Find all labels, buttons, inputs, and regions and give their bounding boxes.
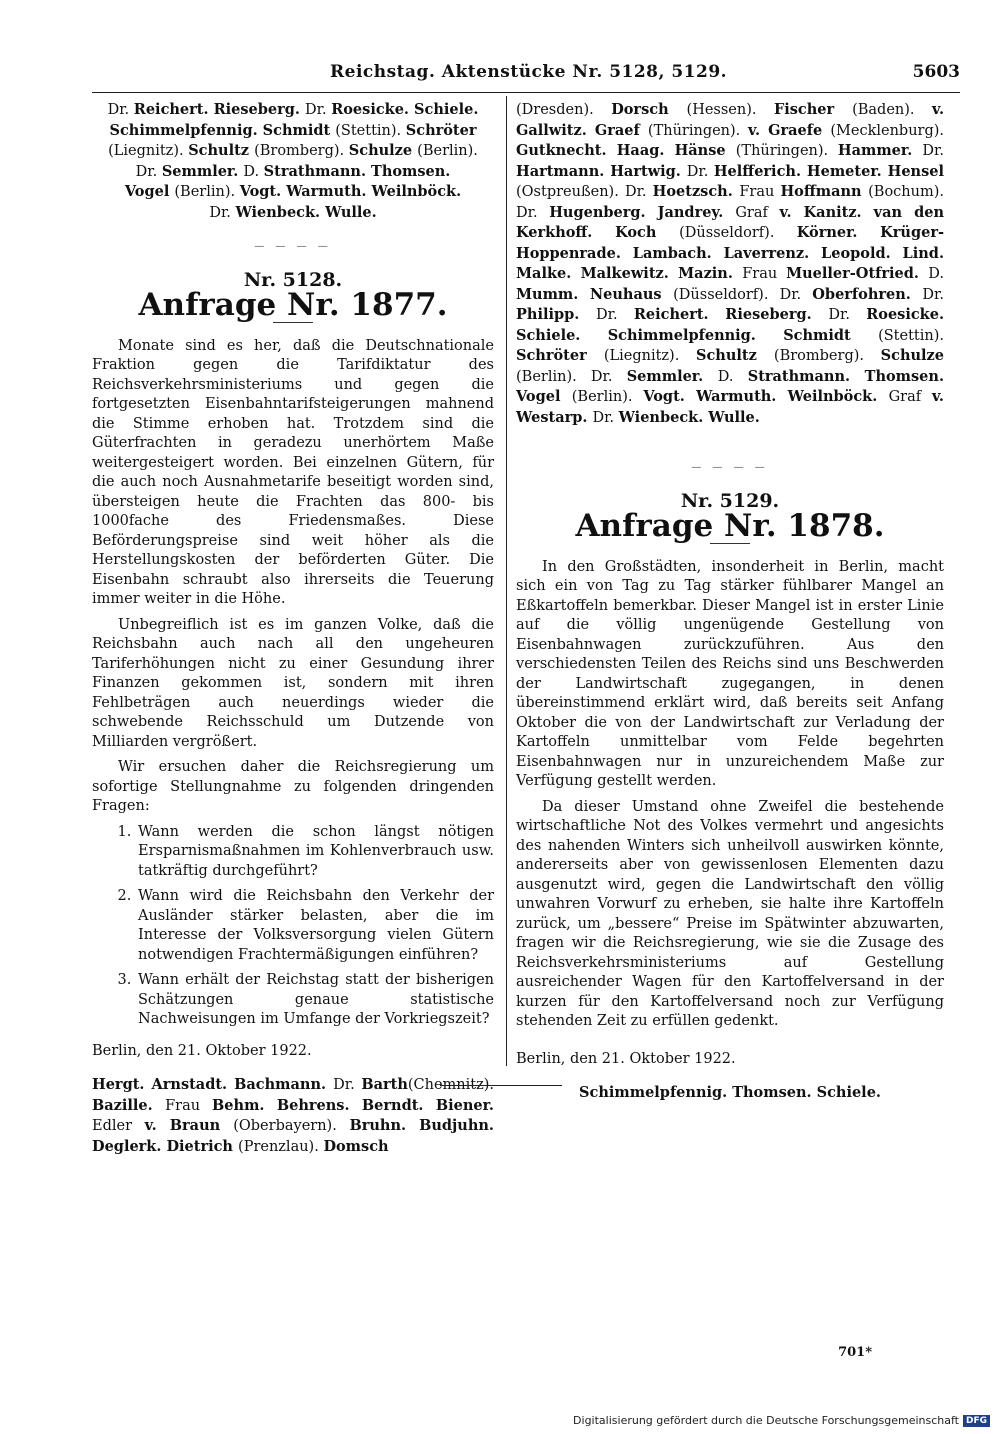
- date-line: Berlin, den 21. Oktober 1922.: [516, 1050, 736, 1067]
- member-name: v. Westarp.: [516, 388, 944, 426]
- member-name: Hergt. Arnstadt. Bachmann.: [92, 1076, 334, 1093]
- end-rule: [440, 1085, 562, 1086]
- name-qualifier: Dr.: [596, 307, 634, 323]
- name-qualifier: Frau: [742, 266, 787, 282]
- name-qualifier: (Oberbayern).: [233, 1118, 350, 1134]
- header-title: Reichstag. Aktenstücke Nr. 5128, 5129.: [330, 62, 728, 82]
- member-name: Wienbeck. Wulle.: [235, 203, 377, 221]
- sheet-mark: 701*: [838, 1345, 872, 1360]
- member-name: Hoetzsch.: [652, 183, 740, 200]
- name-qualifier: (Bromberg).: [254, 143, 349, 159]
- name-qualifier: (Berlin).: [516, 368, 591, 385]
- member-name: Hugenberg. Jandrey.: [549, 203, 736, 221]
- name-qualifier: (Berlin).: [417, 143, 478, 159]
- anfrage-title-1878: Anfrage Nr. 1878.: [575, 508, 885, 544]
- column-divider: [506, 96, 507, 1066]
- name-qualifier: Dr.: [779, 286, 813, 303]
- name-qualifier: (Stettin).: [335, 122, 406, 139]
- question-item: 1. Wann werden die schon längst nötigen Ersparnismaßnahmen im Kohlenverbrauch usw. tatkräftig durchgeführt?: [136, 823, 494, 882]
- member-name: Vogt. Warmuth. Weilnböck.: [643, 388, 889, 405]
- member-name: Vogt. Warmuth. Weilnböck.: [239, 183, 462, 200]
- name-qualifier: (Berlin).: [571, 389, 644, 405]
- signers-list-continued: [516, 100, 944, 428]
- aktenstueck-number-5129: Nr. 5129.: [680, 489, 780, 512]
- member-name: Schultz: [188, 142, 255, 159]
- name-qualifier: (Düsseldorf).: [679, 225, 797, 241]
- name-qualifier: (Hessen).: [686, 102, 774, 118]
- paragraph: Wir ersuchen daher die Reichsregierung um sofortige Stellungnahme zu folgenden dringenden Fragen:: [92, 759, 494, 814]
- member-name: Domsch: [323, 1137, 389, 1155]
- member-name: Gutknecht. Haag. Hänse: [516, 142, 736, 159]
- member-name: Philipp.: [516, 306, 596, 323]
- member-name: Mueller-Otfried.: [786, 265, 929, 282]
- member-name: v. Gallwitz. Graef: [516, 101, 945, 139]
- member-name: Schulze: [880, 347, 945, 364]
- name-qualifier: Frau: [165, 1097, 213, 1114]
- question-list: [92, 823, 494, 1030]
- name-qualifier: Dr.: [209, 204, 236, 221]
- dfg-logo-icon: DFG: [963, 1415, 990, 1427]
- member-name: Fischer: [773, 101, 853, 118]
- member-name: v. Graefe: [747, 121, 831, 139]
- name-qualifier: (Thüringen).: [647, 122, 748, 139]
- names-line: [92, 203, 494, 224]
- header-rule: [92, 92, 960, 93]
- signers-list: [92, 1075, 494, 1157]
- member-name: Mumm. Neuhaus: [516, 285, 674, 303]
- final-signers: Schimmelpfennig. Thomsen. Schiele.: [579, 1084, 881, 1101]
- name-qualifier: (Liegnitz).: [603, 348, 696, 364]
- name-qualifier: Dr.: [922, 286, 944, 303]
- name-qualifier: (Bromberg).: [773, 348, 881, 364]
- date-line: Berlin, den 21. Oktober 1922.: [92, 1042, 312, 1059]
- page-number: 5603: [912, 62, 960, 82]
- name-qualifier: Graf: [735, 204, 780, 221]
- member-name: Semmler.: [626, 367, 718, 385]
- names-line: [92, 182, 494, 203]
- digitization-footer: [573, 1414, 990, 1427]
- member-name: Hartmann. Hartwig.: [516, 162, 687, 180]
- name-qualifier: Dr.: [305, 102, 332, 118]
- member-name: Schimmelpfennig. Schmidt: [109, 121, 336, 139]
- member-name: Wienbeck. Wulle.: [618, 408, 760, 426]
- name-qualifier: Dr.: [516, 204, 550, 221]
- aktenstueck-number-5128: Nr. 5128.: [243, 268, 343, 291]
- names-line: [92, 100, 494, 121]
- member-name: Dorsch: [611, 101, 687, 118]
- left-column: [92, 100, 494, 1157]
- name-qualifier: Dr.: [686, 163, 714, 180]
- name-qualifier: (Ostpreußen).: [516, 184, 625, 200]
- name-qualifier: (Chemnitz).: [407, 1077, 494, 1093]
- name-qualifier: (Berlin).: [174, 184, 240, 200]
- name-qualifier: (Thüringen).: [735, 143, 838, 159]
- member-name: Strathmann. Thomsen. Vogel: [516, 367, 944, 405]
- anfrage-title-1877: Anfrage Nr. 1877.: [138, 287, 448, 323]
- member-name: Behm. Behrens. Berndt. Biener.: [212, 1096, 494, 1114]
- ornament-divider: — — — —: [254, 241, 332, 252]
- paragraph: Monate sind es her, daß die Deutschnationale Fraktion gegen die Tarifdiktatur des Reichsverkehrsministeriums und gegen die fortgesetzten Eisenbahntarifsteigerungen mahnend die Stimme erhoben hat. Trotzdem sind die Güterfrachten in geradezu unerhörtem Maße weitergesteigert worden. Bei einzelnen Gütern, für die auch noch Ausnahmetarife beseitigt worden sind, übersteigen heute die Frachten das 800- bis 1000fache des Friedensmaßes. Diese Beförderungspreise sind weit höher als die Herstellungskosten der beförderten Güter. Die Eisenbahn schraubt also ihrerseits die Teuerung immer weiter in die Höhe.: [92, 337, 494, 607]
- name-qualifier: (Stettin).: [878, 327, 944, 344]
- left-top-names: [92, 100, 494, 223]
- name-qualifier: Dr.: [333, 1077, 362, 1093]
- name-qualifier: Graf: [888, 389, 932, 405]
- name-qualifier: Dr.: [828, 307, 867, 323]
- footer-text: Digitalisierung gefördert durch die Deutsche Forschungsgemeinschaft: [573, 1414, 959, 1427]
- member-name: Körner. Krüger-Hoppenrade. Lambach. Laverrenz. Leopold. Lind. Malke. Malkewitz. Mazin.: [516, 224, 944, 282]
- member-name: Bazille.: [92, 1096, 166, 1114]
- names-line: [92, 141, 494, 162]
- name-qualifier: (Baden).: [852, 102, 932, 118]
- name-qualifier: (Bochum).: [868, 184, 944, 200]
- name-qualifier: Dr.: [590, 368, 627, 385]
- member-name: Schröter: [516, 347, 604, 364]
- right-column: [516, 100, 944, 1103]
- name-qualifier: (Prenzlau).: [238, 1138, 324, 1155]
- member-name: Vogel: [124, 183, 175, 200]
- member-name: Oberfohren.: [812, 285, 923, 303]
- name-qualifier: Dr.: [624, 184, 653, 200]
- member-name: Schultz: [695, 347, 774, 364]
- member-name: Reichert. Rieseberg.: [633, 306, 829, 323]
- name-qualifier: Dr.: [135, 163, 162, 180]
- name-qualifier: (Düsseldorf).: [673, 286, 780, 303]
- question-item: 3. Wann erhält der Reichstag statt der bisherigen Schätzungen genaue statistische Nachweisungen im Umfange der Vorkriegszeit?: [136, 971, 494, 1030]
- member-name: Roesicke. Schiele. Schimmelpfennig. Schmidt: [516, 306, 944, 344]
- paragraph: Da dieser Umstand ohne Zweifel die bestehende wirtschaftliche Not des Volkes vermehrt und angesichts des nahenden Winters sich unheilvoll auswirken könnte, andererseits aber von gewissenlosen Elementen dazu ausgenutzt wird, gegen die Landwirtschaft den völlig unwahren Vorwurf zu erheben, sie halte ihre Kartoffeln zurück, um „bessere“ Preise im Spätwinter abzuwarten, fragen wir die Reichsregierung, wie sie die Zusage des Reichsverkehrsministeriums auf Gestellung ausreichender Wagen für den Kartoffelversand in der kurzen für den Kartoffelversand noch zur Verfügung stehenden Zeit zu erfüllen gedenkt.: [516, 798, 944, 1029]
- paragraph: In den Großstädten, insonderheit in Berlin, macht sich ein von Tag zu Tag stärker fühlbarer Mangel an Eßkartoffeln bemerkbar. Dieser Mangel ist in erster Linie auf die völlig ungenügende Gestellung von Eisenbahnwagen zurückzuführen. Aus den verschiedensten Teilen des Reichs sind uns Beschwerden der Landwirtschaft zugegangen, in denen übereinstimmend erklärt wird, daß bereits seit Anfang Oktober die von der Landwirtschaft zur Verladung der Kartoffeln unmittelbar vom Felde begehrten Eisenbahnwagen nur in unzureichendem Maße zur Verfügung gestellt werden.: [516, 558, 944, 789]
- member-name: Bruhn. Budjuhn. Deglerk. Dietrich: [92, 1117, 494, 1155]
- name-qualifier: D.: [243, 163, 264, 180]
- ornament-divider: — — — —: [691, 462, 769, 473]
- name-qualifier: Dr.: [922, 143, 944, 159]
- name-qualifier: (Liegnitz).: [108, 143, 189, 159]
- names-line: [92, 162, 494, 183]
- member-name: Strathmann. Thomsen.: [263, 162, 451, 180]
- member-name: v. Kanitz. van den Kerkhoff. Koch: [516, 203, 945, 241]
- member-name: Semmler.: [161, 162, 244, 180]
- member-name: Helfferich. Hemeter. Hensel: [713, 162, 944, 180]
- name-qualifier: Frau: [739, 184, 781, 200]
- names-line: [92, 121, 494, 142]
- member-name: Roesicke. Schiele.: [331, 101, 479, 118]
- question-item: 2. Wann wird die Reichsbahn den Verkehr der Ausländer stärker belasten, aber die im Interesse der Volksversorgung vielen Gütern notwendigen Frachtermäßigungen einführen?: [136, 887, 494, 965]
- paragraph: Unbegreiflich ist es im ganzen Volke, daß die Reichsbahn auch nach all den ungeheuren Tariferhöhungen nicht zu einer Gesundung ihrer Finanzen gekommen ist, sondern mit ihren Fehlbeträgen auch neuerdings wieder die schwebende Reichsschuld um Dutzende von Milliarden vergrößert.: [92, 616, 494, 750]
- member-name: Reichert. Rieseberg.: [133, 101, 306, 118]
- member-name: Schröter: [405, 121, 477, 139]
- member-name: Schulze: [348, 142, 418, 159]
- member-name: v. Braun: [144, 1117, 234, 1134]
- member-name: Barth: [361, 1076, 408, 1093]
- name-qualifier: (Mecklenburg).: [830, 122, 945, 139]
- name-qualifier: Edler: [92, 1118, 145, 1134]
- name-qualifier: Dr.: [592, 409, 619, 426]
- name-qualifier: D.: [928, 266, 944, 282]
- name-qualifier: (Dresden).: [516, 102, 612, 118]
- name-qualifier: D.: [717, 368, 748, 385]
- member-name: Hoffmann: [780, 183, 869, 200]
- name-qualifier: Dr.: [107, 102, 134, 118]
- member-name: Hammer.: [837, 142, 923, 159]
